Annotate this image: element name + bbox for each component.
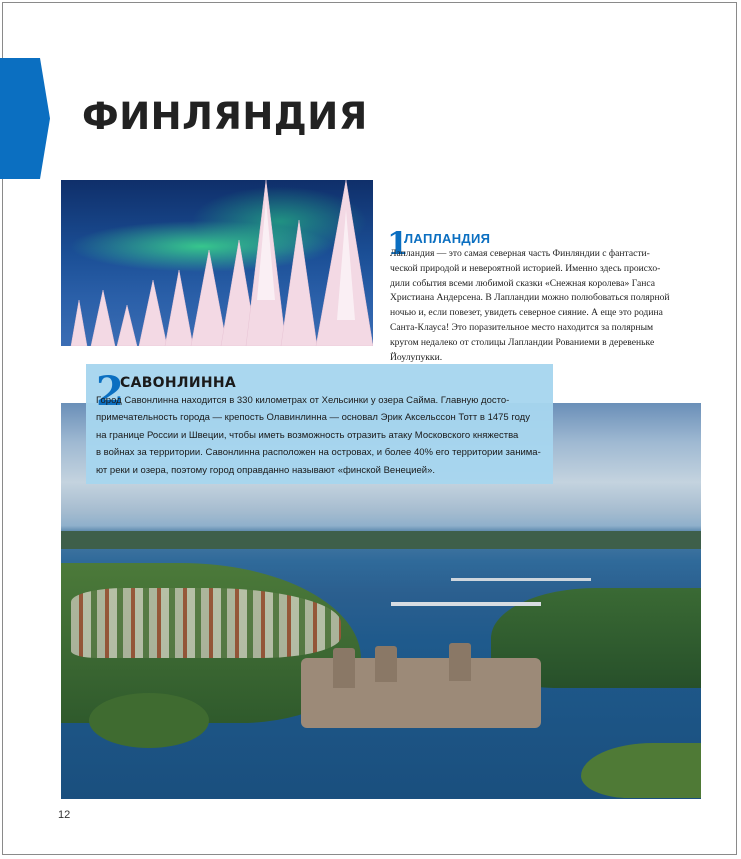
text-line: Христиана Андерсена. В Лапландии можно полюбоваться полярной	[390, 292, 670, 304]
bridge-near	[391, 602, 541, 606]
section-number-1: 1	[387, 226, 409, 262]
island-southwest	[89, 693, 209, 748]
page-title: ФИНЛЯНДИЯ	[82, 95, 368, 138]
island-southeast	[581, 743, 701, 798]
castle-tower	[449, 643, 471, 681]
text-line: ют реки и озера, поэтому город оправданно называют «финской Венецией».	[96, 464, 435, 476]
section-number-2: 2	[96, 368, 124, 415]
text-line: ночью и, если повезет, увидеть северное сияние. А еще это родина	[390, 307, 663, 319]
page-number: 12	[58, 809, 71, 821]
section-body-savonlinna	[96, 392, 550, 479]
text-line: ческой природой и невероятной историей. Именно здесь происхо-	[390, 262, 661, 274]
text-line: Город Савонлинна находится в 330 километрах от Хельсинки у озера Сайма. Главную досто-	[96, 395, 510, 406]
text-line: Лапландия — это самая северная часть Финляндии с фантасти-	[390, 248, 650, 259]
chapter-tab	[0, 58, 50, 179]
castle-tower	[333, 648, 355, 688]
lapland-aurora-photo	[61, 180, 373, 346]
bridge-far	[451, 578, 591, 581]
castle-tower	[375, 646, 397, 682]
text-line: дили события всеми любимой сказки «Снежная королева» Ганса	[390, 277, 656, 289]
far-shore	[61, 531, 701, 549]
section-body-lapland	[390, 247, 701, 365]
text-line: Йоулупукки.	[390, 351, 443, 363]
text-line: кругом недалеко от столицы Лапландии Рованиеми в деревеньке	[390, 336, 655, 348]
section-heading-lapland: ЛАПЛАНДИЯ	[404, 231, 491, 246]
text-line: на границе России и Швеции, чтобы иметь возможность отразить атаку Московского княжества	[96, 429, 519, 441]
text-line: Санта-Клауса! Это поразительное место находится за полярным	[390, 321, 654, 333]
section-heading-savonlinna: САВОНЛИННА	[120, 375, 237, 391]
town-buildings	[71, 588, 341, 658]
snowy-trees-graphic	[61, 180, 373, 346]
text-line: примечательность города — крепость Олавинлинна — основал Эрик Аксельссон Тотт в 1475 году	[96, 412, 530, 424]
text-line: в войнах за территории. Савонлинна расположен на островах, и более 40% его территории занима-	[96, 447, 541, 459]
